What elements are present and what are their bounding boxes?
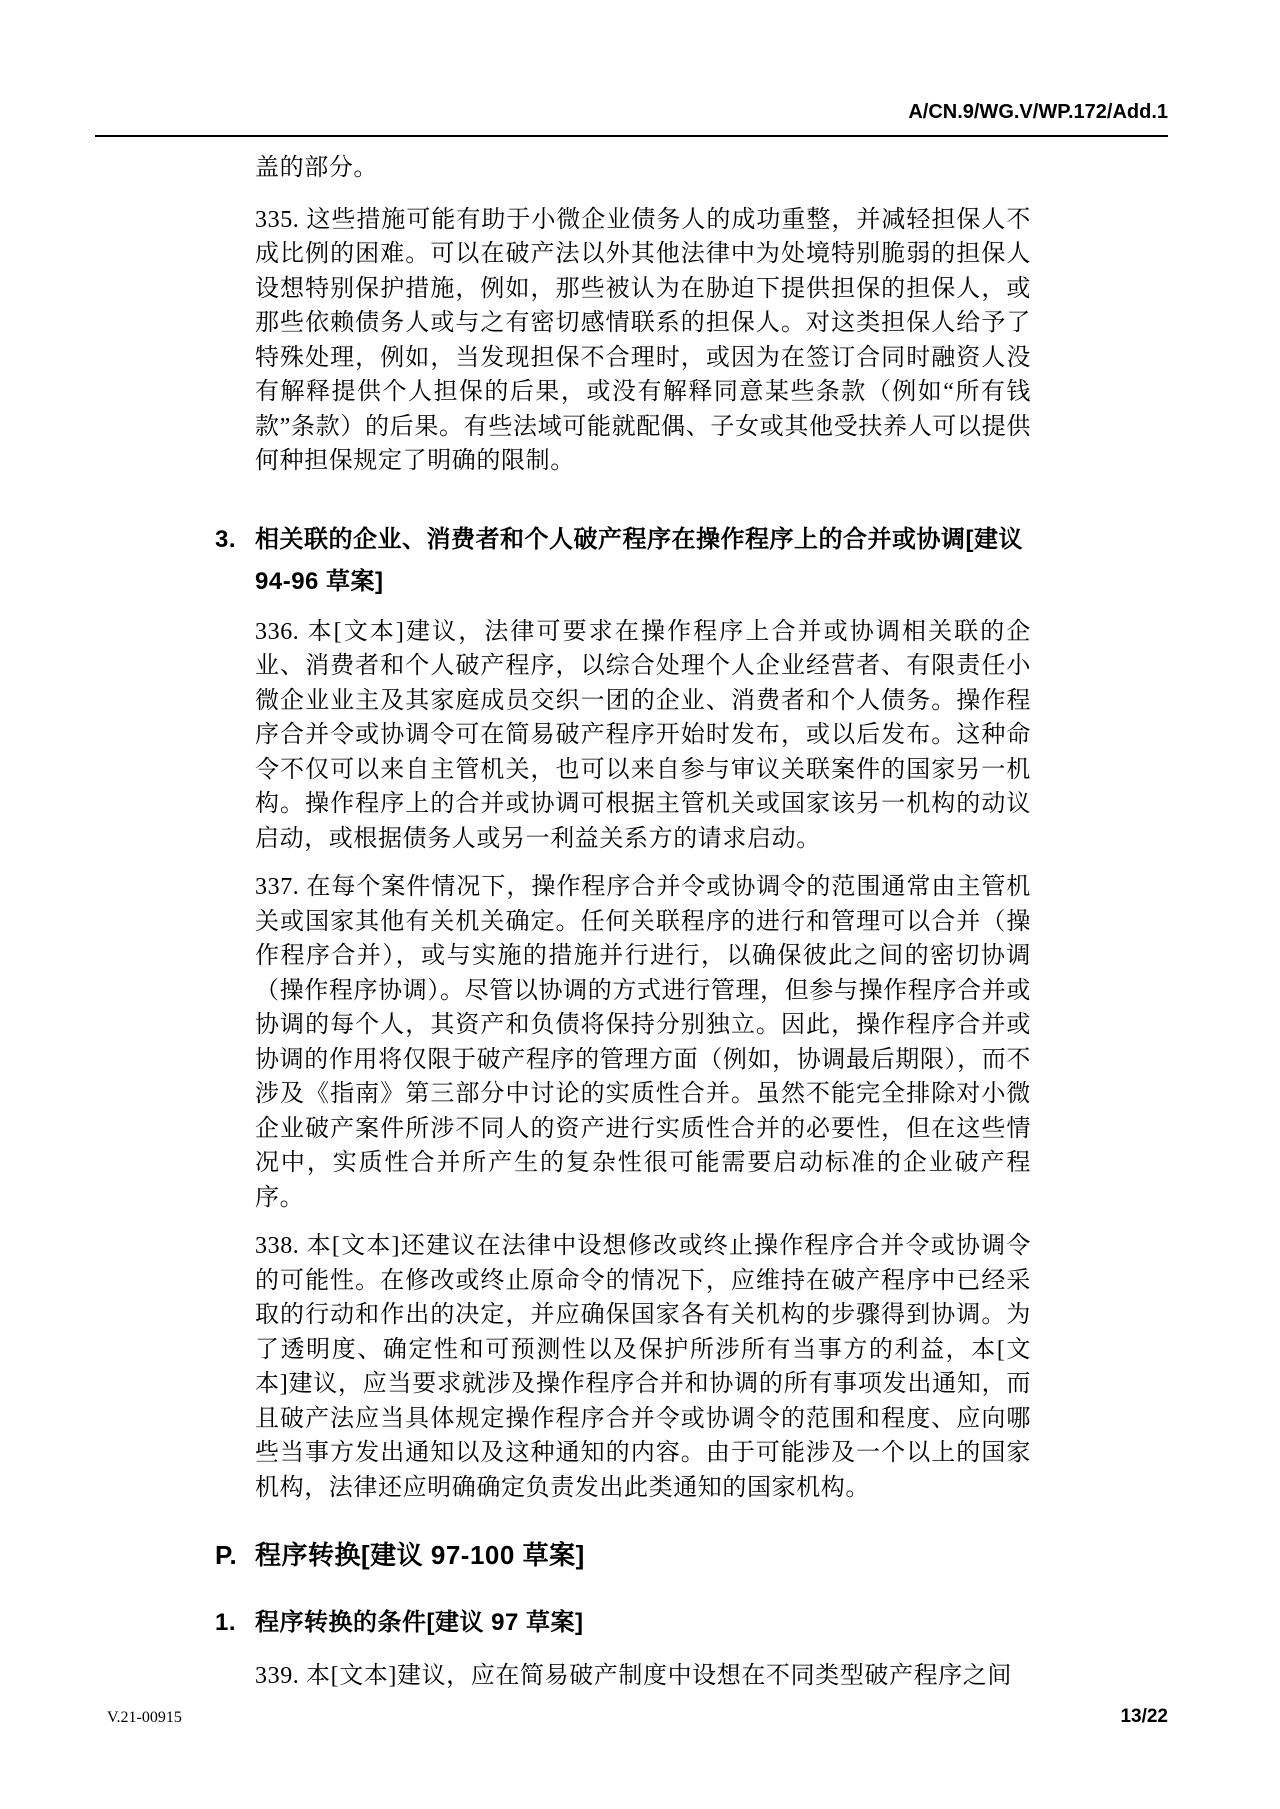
document-footer [95, 1706, 1168, 1728]
section-heading-P [215, 1533, 1030, 1577]
section-P1-title: 程序转换的条件[建议 97 草案] [255, 1609, 584, 1636]
section-3-number: 3. [215, 525, 237, 553]
section-3-title: 相关联的企业、消费者和个人破产程序在操作程序上的合并或协调[建议 94-96 草案] [255, 525, 1023, 595]
footer-doc-id: V.21-00915 [107, 1709, 182, 1726]
document-body [215, 151, 1030, 1708]
section-heading-3 [215, 519, 1030, 603]
document-symbol: A/CN.9/WG.V/WP.172/Add.1 [908, 101, 1168, 123]
section-P1-number: 1. [215, 1609, 237, 1636]
paragraph-336: 336. 本[文本]建议，法律可要求在操作程序上合并或协调相关联的企业、消费者和个人破产程序，以综合处理个人企业经营者、有限责任小微企业业主及其家庭成员交织一团的企业、消费者和个人债务。操作程序合并令或协调令可在简易破产程序开始时发布，或以后发布。这种命令不仅可以来自主管机关，也可以来自参与审议关联案件的国家另一机构。操作程序上的合并或协调可根据主管机关或国家该另一机构的动议启动，或根据债务人或另一利益关系方的请求启动。 [255, 618, 1031, 852]
footer-page-number: 13/22 [1120, 1706, 1168, 1727]
document-header [95, 100, 1168, 137]
paragraph-339: 339. 本[文本]建议，应在简易破产制度中设想在不同类型破产程序之间 [255, 1663, 1012, 1689]
paragraph-continuation: 盖的部分。 [255, 155, 378, 181]
section-P-title: 程序转换[建议 97-100 草案] [255, 1540, 585, 1570]
paragraph-337: 337. 在每个案件情况下，操作程序合并令或协调令的范围通常由主管机关或国家其他有关机关确定。任何关联程序的进行和管理可以合并（操作程序合并），或与实施的措施并行进行，以确保彼此之间的密切协调（操作程序协调）。尽管以协调的方式进行管理，但参与操作程序合并或协调的每个人，其资产和负债将保持分别独立。因此，操作程序合并或协调的作用将仅限于破产程序的管理方面（例如，协调最后期限），而不涉及《指南》第三部分中讨论的实质性合并。虽然不能完全排除对小微企业破产案件所涉不同人的资产进行实质性合并的必要性，但在这些情况中，实质性合并所产生的复杂性很可能需要启动标准的企业破产程序。 [255, 874, 1031, 1211]
paragraph-338: 338. 本[文本]还建议在法律中设想修改或终止操作程序合并令或协调令的可能性。在修改或终止原命令的情况下，应维持在破产程序中已经采取的行动和作出的决定，并应确保国家各有关机构的步骤得到协调。为了透明度、确定性和可预测性以及保护所涉所有当事方的利益，本[文本]建议，应当要求就涉及操作程序合并和协调的所有事项发出通知，而且破产法应当具体规定操作程序合并令或协调令的范围和程度、应向哪些当事方发出通知以及这种通知的内容。由于可能涉及一个以上的国家机构，法律还应明确确定负责发出此类通知的国家机构。 [255, 1233, 1031, 1501]
section-heading-P1 [215, 1603, 1030, 1643]
paragraph-335: 335. 这些措施可能有助于小微企业债务人的成功重整，并减轻担保人不成比例的困难。可以在破产法以外其他法律中为处境特别脆弱的担保人设想特别保护措施，例如，那些被认为在胁迫下提供担保的担保人，或那些依赖债务人或与之有密切感情联系的担保人。对这类担保人给予了特殊处理，例如，当发现担保不合理时，或因为在签订合同时融资人没有解释提供个人担保的后果，或没有解释同意某些条款（例如“所有钱款”条款）的后果。有些法域可能就配偶、子女或其他受扶养人可以提供何种担保规定了明确的限制。 [255, 206, 1031, 474]
section-P-number: P. [215, 1540, 238, 1570]
